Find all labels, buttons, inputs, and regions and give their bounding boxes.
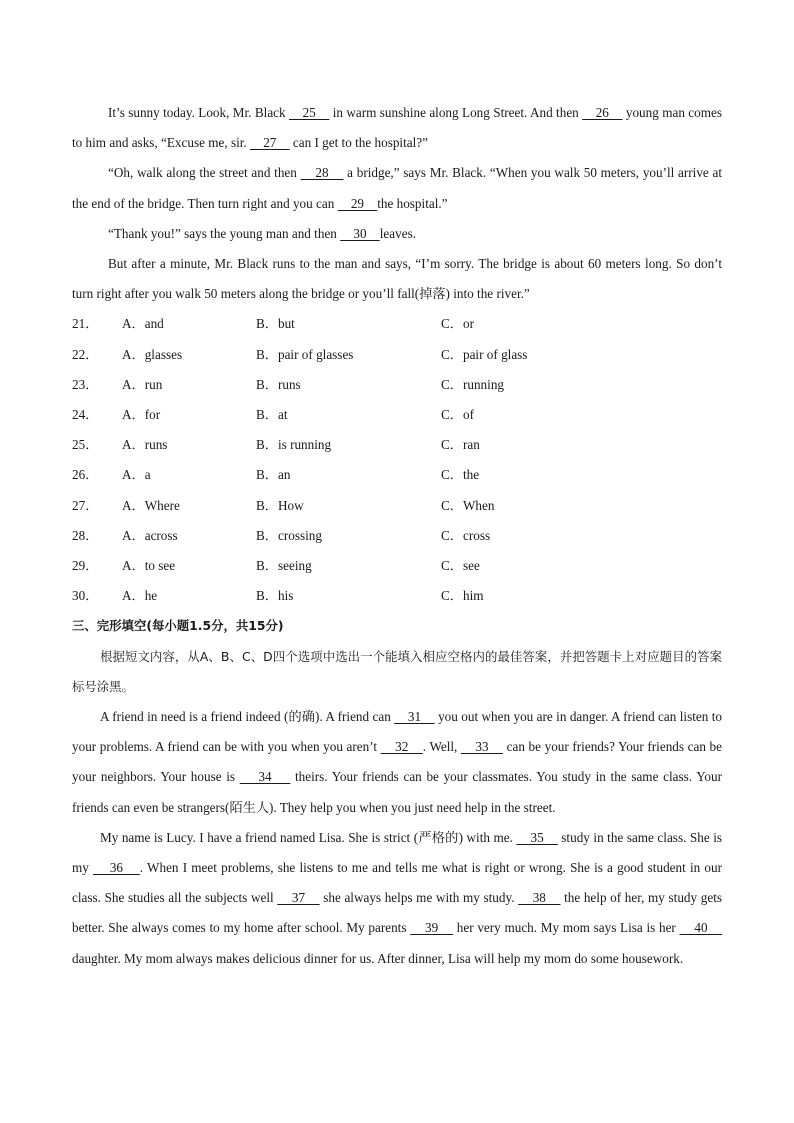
option-c: C．running	[441, 376, 505, 392]
text: leaves.	[379, 225, 416, 241]
text: . Well,	[422, 739, 461, 755]
blank-31: 31	[394, 708, 435, 724]
question-number: 26．	[72, 467, 99, 483]
blank-35: 35	[516, 829, 558, 845]
option-b: B．pair of glasses	[256, 346, 354, 362]
option-a: A．glasses	[122, 346, 183, 362]
option-a: A．to see	[122, 557, 176, 573]
option-row-29	[72, 551, 722, 581]
blank-34: 34	[239, 769, 291, 785]
blank-36: 36	[93, 859, 140, 875]
option-row-30	[72, 581, 722, 611]
blank-32: 32	[380, 739, 423, 755]
passage1-paragraph-2	[72, 158, 722, 218]
option-b: B．but	[256, 316, 295, 332]
option-a: A．for	[122, 406, 161, 422]
option-row-26	[72, 460, 722, 490]
text: she always helps me with my study.	[319, 890, 519, 906]
option-a: A．across	[122, 527, 178, 543]
option-row-28	[72, 521, 722, 551]
option-row-27	[72, 491, 722, 521]
option-a: A．run	[122, 376, 163, 392]
blank-30: 30	[340, 225, 380, 241]
option-a: A．and	[122, 316, 164, 332]
options-list	[72, 309, 722, 611]
option-c: C．ran	[441, 437, 480, 453]
option-c: C．of	[441, 406, 474, 422]
option-b: B．crossing	[256, 527, 322, 543]
option-b: B．is running	[256, 437, 332, 453]
text: “Oh, walk along the street and then	[108, 165, 301, 181]
text: . When I meet problems, she listens to me and tells me what is right or wrong. She is a good student in our class. She studies all the subjects well	[72, 859, 722, 906]
option-c: C．or	[441, 316, 474, 332]
exam-page	[72, 98, 722, 974]
text: young man comes to him and asks, “Excuse me, sir.	[72, 105, 723, 151]
option-row-21	[72, 309, 722, 339]
option-c: C．the	[441, 467, 480, 483]
text: her very much. My mom says Lisa is her	[453, 920, 680, 936]
text: the hospital.”	[377, 195, 448, 211]
text: study in the same class. She is my	[72, 829, 722, 875]
passage2-paragraph-1	[72, 702, 722, 823]
blank-40: 40	[679, 920, 723, 936]
blank-25: 25	[289, 105, 330, 120]
blank-39: 39	[410, 920, 454, 936]
section-instruction: 根据短文内容，从A、B、C、D四个选项中选出一个能填入相应空格内的最佳答案，并把答题卡上对应题目的答案标号涂黑。	[72, 648, 722, 694]
question-number: 21．	[72, 316, 99, 332]
option-c: C．pair of glass	[441, 346, 528, 362]
section-heading: 三、完形填空(每小题1.5分，共15分)	[72, 618, 284, 634]
passage1-paragraph-4: But after a minute, Mr. Black runs to the man and says, “I’m sorry. The bridge is about 60 meters long. So don’t turn right after you walk 50 meters along the bridge or you’ll fall(掉落) into the river.”	[72, 256, 722, 302]
option-row-22	[72, 340, 722, 370]
question-number: 25．	[72, 437, 99, 453]
option-c: C．see	[441, 557, 480, 573]
blank-26: 26	[582, 105, 623, 120]
blank-37: 37	[277, 890, 320, 906]
option-b: B．seeing	[256, 557, 312, 573]
option-row-25	[72, 430, 722, 460]
passage1-paragraph-1	[72, 98, 722, 158]
passage1-paragraph-3	[72, 219, 722, 249]
option-b: B．an	[256, 467, 291, 483]
blank-33: 33	[460, 739, 504, 755]
option-a: A．Where	[122, 497, 180, 513]
question-number: 30．	[72, 588, 99, 604]
option-a: A．a	[122, 467, 151, 483]
question-number: 22．	[72, 346, 99, 362]
text: A friend in need is a friend indeed (的确). A friend can	[100, 708, 395, 724]
blank-38: 38	[518, 890, 561, 906]
option-row-24	[72, 400, 722, 430]
option-row-23	[72, 370, 722, 400]
passage2-paragraph-2	[72, 823, 722, 974]
text: “Thank you!” says the young man and then	[108, 225, 341, 241]
option-a: A．runs	[122, 437, 168, 453]
option-b: B．runs	[256, 376, 301, 392]
text: daughter. My mom always makes delicious dinner for us. After dinner, Lisa will help my mom do some housework.	[72, 950, 684, 966]
text: can I get to the hospital?”	[289, 135, 428, 151]
text: in warm sunshine along Long Street. And then	[329, 105, 583, 120]
text: theirs. Your friends can be your classmates. You study in the same class. Your friends can even be strangers(陌生人). They help you when you just need help in the street.	[72, 769, 722, 815]
text: can be your friends? Your friends can be your neighbors. Your house is	[72, 739, 722, 785]
text: the help of her, my study gets better. She always comes to my home after school. My parents	[72, 890, 722, 936]
option-b: B．at	[256, 406, 288, 422]
option-b: B．How	[256, 497, 304, 513]
blank-27: 27	[250, 135, 290, 151]
text: you out when you are in danger. A friend can listen to your problems. A friend can be with you when you aren’t	[72, 708, 723, 755]
option-a: A．he	[122, 588, 158, 604]
option-c: C．cross	[441, 527, 491, 543]
text: My name is Lucy. I have a friend named Lisa. She is strict (严格的) with me.	[100, 829, 517, 845]
text: It’s sunny today. Look, Mr. Black	[108, 105, 290, 120]
blank-29: 29	[337, 195, 378, 211]
question-number: 23．	[72, 376, 99, 392]
blank-28: 28	[300, 165, 344, 181]
question-number: 24．	[72, 406, 99, 422]
option-b: B．his	[256, 588, 294, 604]
question-number: 29．	[72, 557, 99, 573]
option-c: C．When	[441, 497, 495, 513]
text: a bridge,” says Mr. Black. “When you walk 50 meters, you’ll arrive at the end of the bridge. Then turn right and you can	[72, 165, 723, 211]
option-c: C．him	[441, 588, 484, 604]
question-number: 27．	[72, 497, 99, 513]
question-number: 28．	[72, 527, 99, 543]
